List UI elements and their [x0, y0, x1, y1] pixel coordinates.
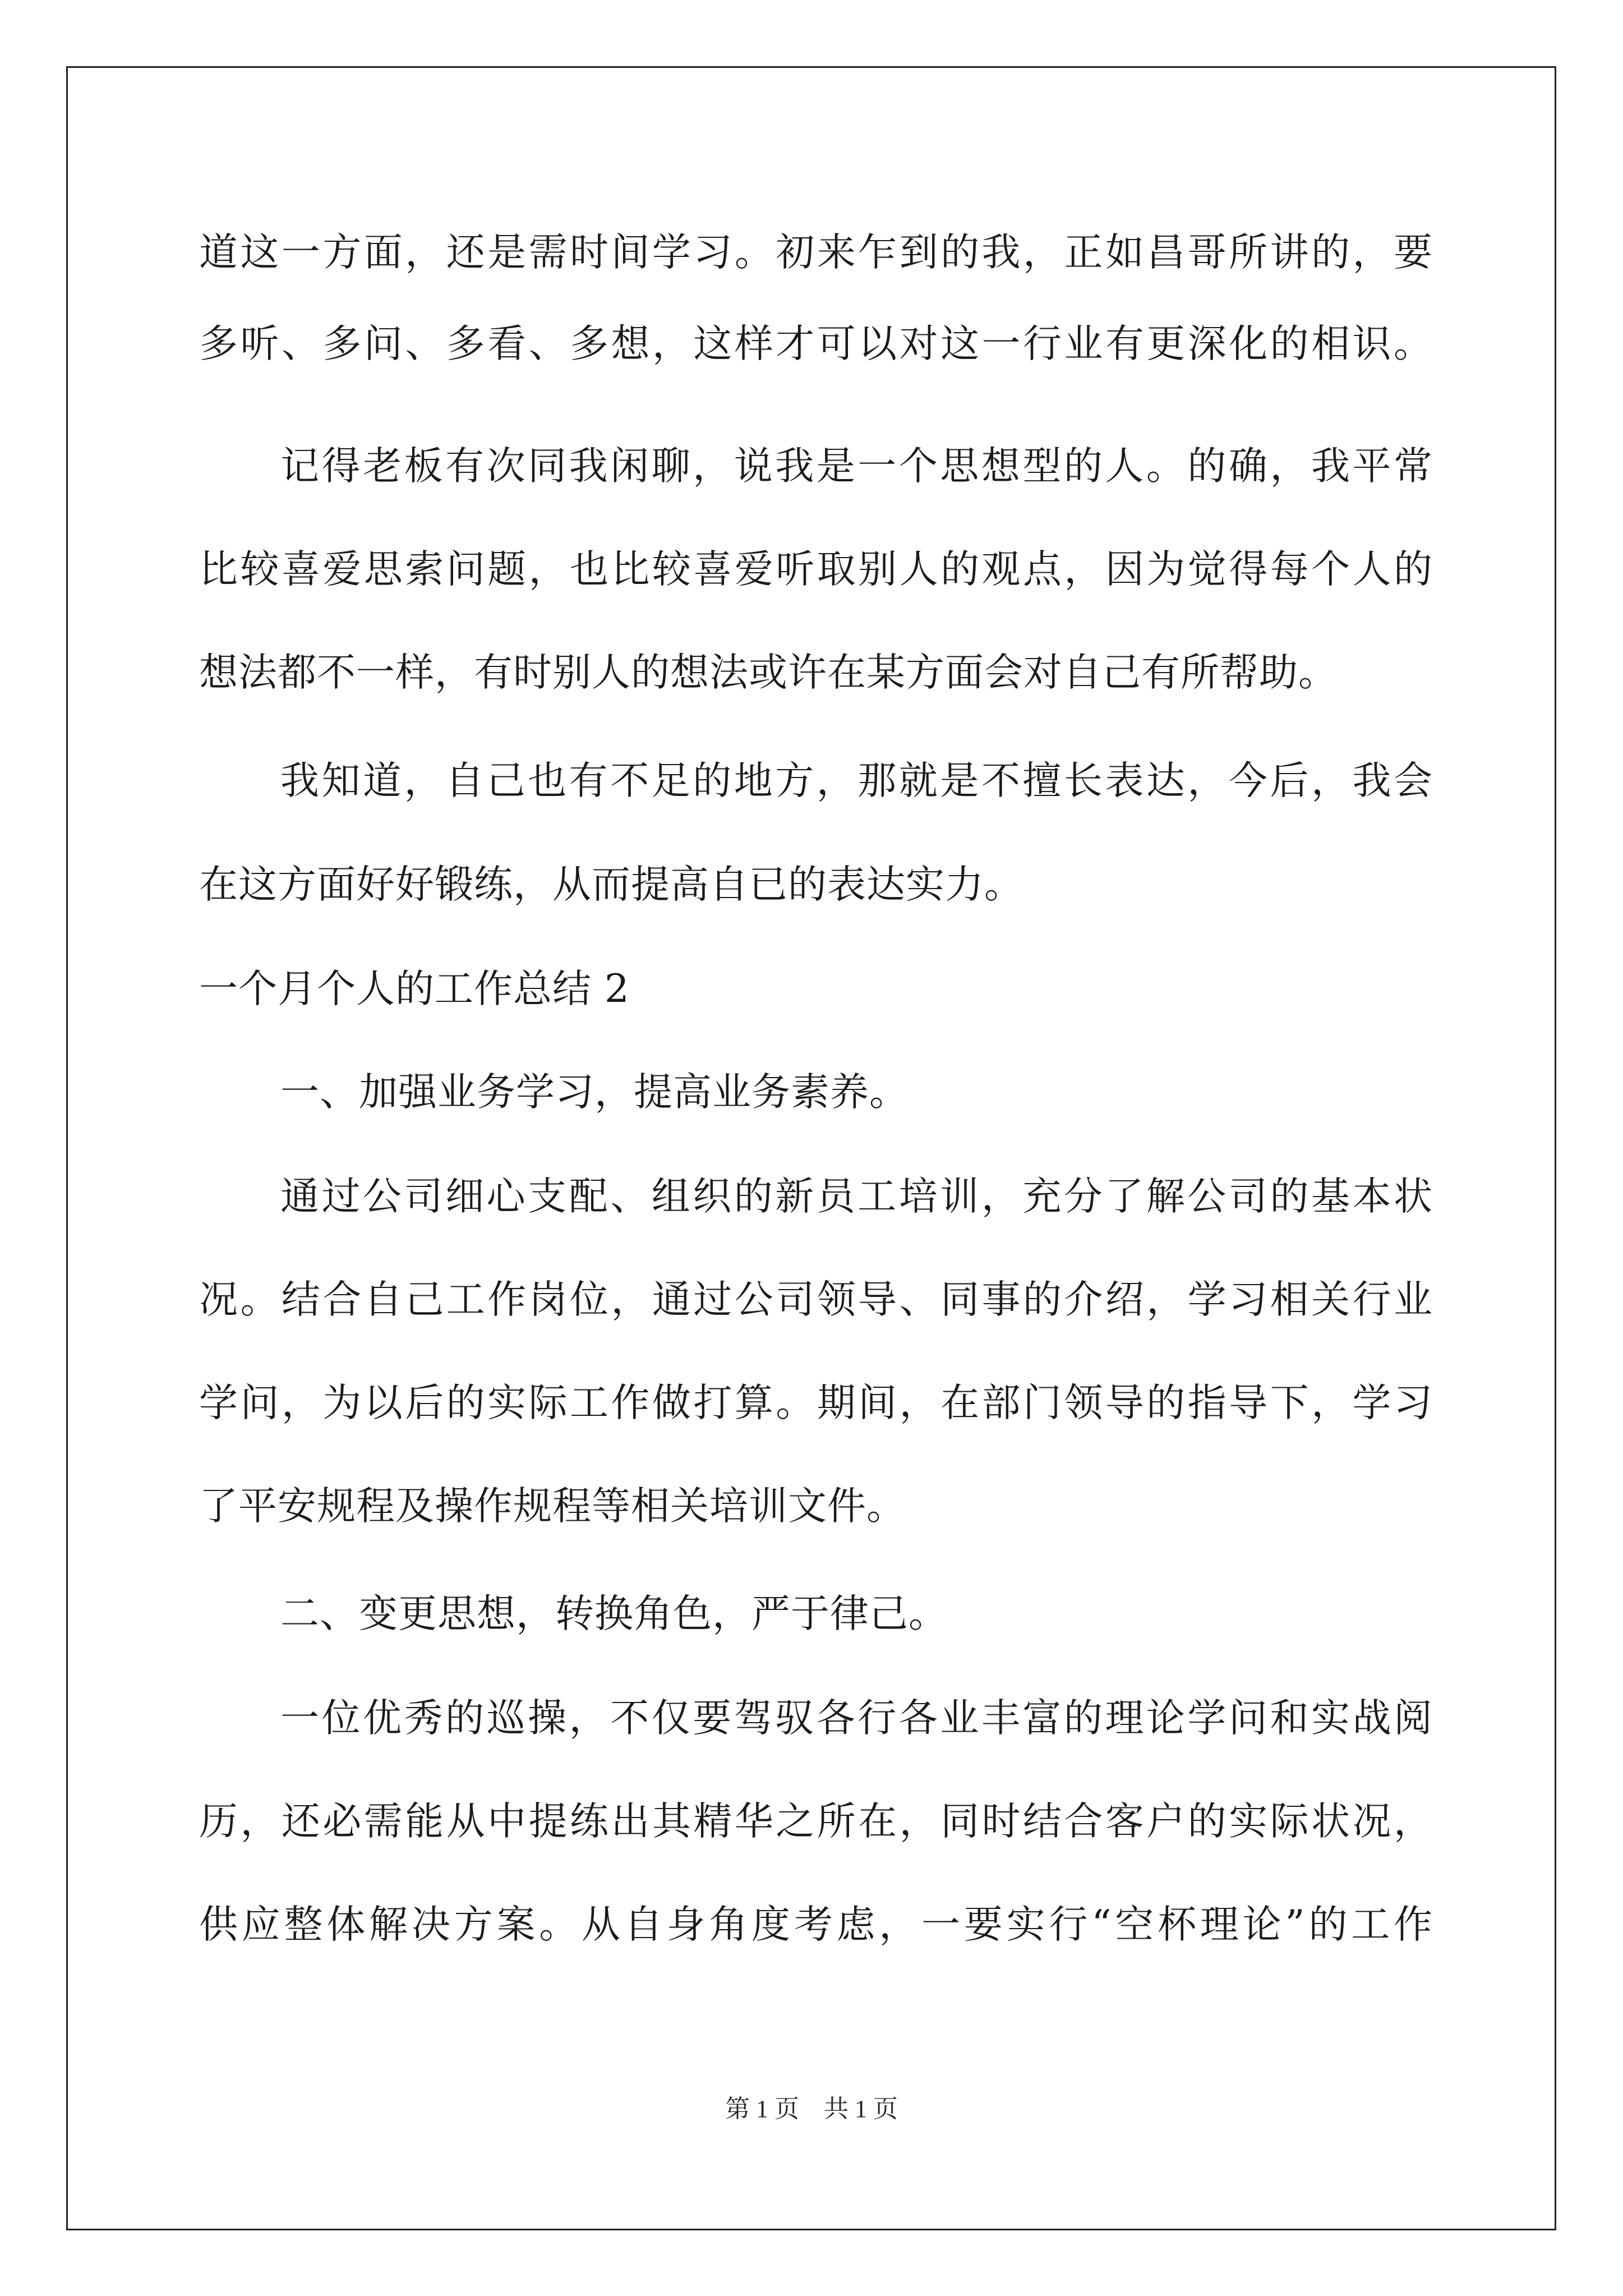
paragraph-first-line: 记得老板有次同我闲聊，说我是一个思想型的人。的确，我平常 [280, 444, 1433, 489]
text-line: 比较喜爱思索问题，也比较喜爱听取别人的观点，因为觉得每个人的 [199, 547, 1433, 592]
text-line: 想法都不一样，有时别人的想法或许在某方面会对自己有所帮助。 [199, 650, 1338, 695]
text-line: 供应整体解决方案。从自身角度考虑，一要实行“空杯理论”的工作 [199, 1902, 1433, 1947]
text-line: 况。结合自己工作岗位，通过公司领导、同事的介绍，学习相关行业 [199, 1277, 1433, 1322]
text-line: 历，还必需能从中提练出其精华之所在，同时结合客户的实际状况， [199, 1799, 1433, 1844]
paragraph-first-line: 一位优秀的巡操，不仅要驾驭各行各业丰富的理论学问和实战阅 [280, 1696, 1433, 1741]
subsection-heading: 一、加强业务学习，提高业务素养。 [280, 1070, 909, 1115]
paragraph-first-line: 我知道，自己也有不足的地方，那就是不擅长表达，今后，我会 [280, 758, 1433, 803]
subsection-heading: 二、变更思想，转换角色，严于律己。 [280, 1591, 948, 1636]
text-line: 道这一方面，还是需时间学习。初来乍到的我，正如昌哥所讲的，要 [199, 230, 1433, 275]
text-line: 了平安规程及操作规程等相关培训文件。 [199, 1484, 906, 1529]
paragraph-first-line: 通过公司细心支配、组织的新员工培训，充分了解公司的基本状 [280, 1174, 1433, 1219]
page-number-footer: 第 1 页 共 1 页 [725, 2095, 898, 2123]
section-heading: 一个月个人的工作总结 2 [199, 967, 630, 1011]
text-line: 多听、多问、多看、多想，这样才可以对这一行业有更深化的相识。 [199, 321, 1433, 366]
text-line: 学问，为以后的实际工作做打算。期间，在部门领导的指导下，学习 [199, 1381, 1433, 1425]
text-line: 在这方面好好锻练，从而提高自已的表达实力。 [199, 862, 1023, 907]
